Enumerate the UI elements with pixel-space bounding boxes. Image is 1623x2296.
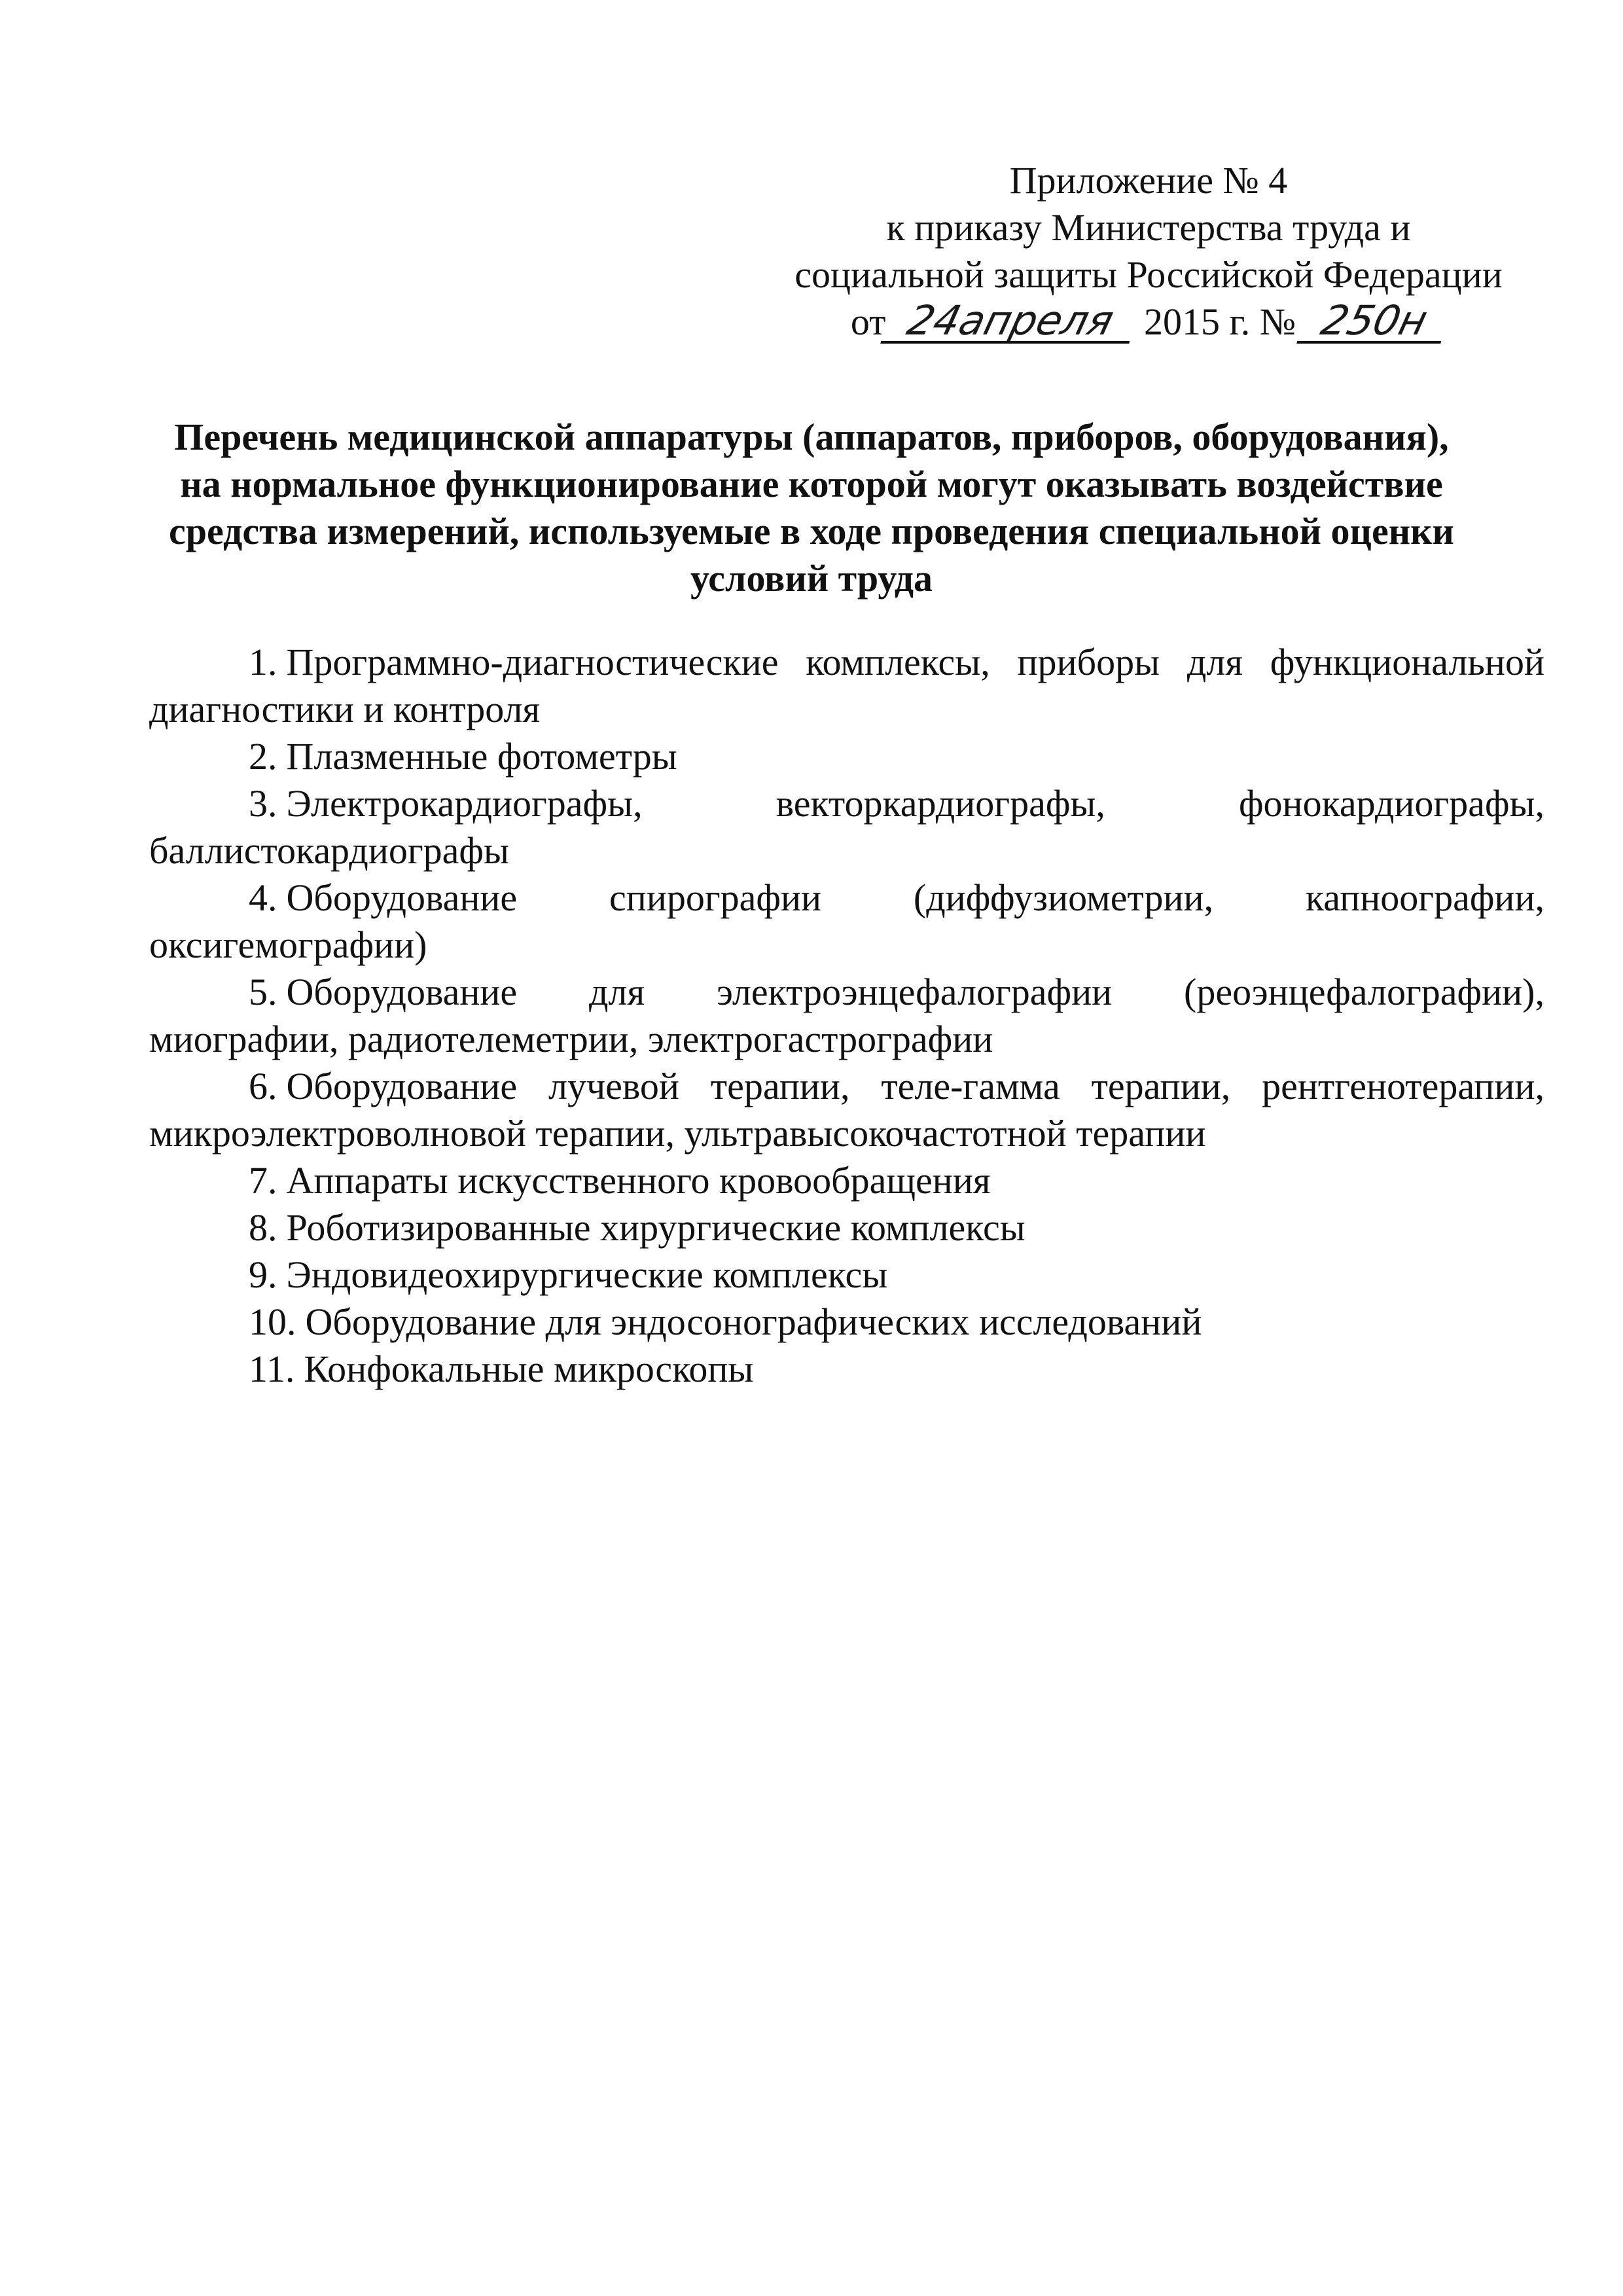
title-line-4: условий труда [690,557,933,600]
list-item [149,733,1544,780]
item-number: 11. [249,1348,295,1390]
item-text: Конфокальные микроскопы [304,1348,754,1390]
list-item [149,1204,1544,1251]
item-number: 8. [249,1206,277,1249]
handwritten-order-number: 250н [1297,300,1451,341]
list-item [149,1251,1544,1299]
item-text: Оборудование спирографии (диффузиометрии, капноографии, оксигемографии) [149,876,1544,966]
item-text: Оборудование для электроэнцефалографии (реоэнцефалографии), миографии, радиотелеметрии, электрогастрографии [149,971,1544,1060]
appendix-block [740,157,1558,346]
item-number: 10. [249,1300,296,1343]
item-text: Плазменные фотометры [286,735,677,778]
equipment-list [149,639,1544,1393]
list-item [149,1299,1544,1346]
appendix-number: Приложение № 4 [1009,159,1288,202]
item-text: Электрокардиографы, векторкардиографы, фонокардиографы, баллистокардиографы [149,782,1544,872]
list-item [149,1063,1544,1157]
handwritten-date: 24апреля [881,300,1139,341]
item-number: 4. [249,876,277,919]
item-number: 7. [249,1159,277,1202]
item-number: 6. [249,1065,277,1107]
item-text: Оборудование лучевой терапии, теле-гамма терапии, рентгенотерапии, микроэлектроволновой терапии, ультравысокочастотной терапии [149,1065,1544,1155]
title-line-1: Перечень медицинской аппаратуры (аппаратов, приборов, оборудования), [174,416,1449,458]
item-text: Эндовидеохирургические комплексы [286,1253,888,1296]
list-item [149,1157,1544,1204]
appendix-order-ref: к приказу Министерства труда и [886,206,1411,249]
item-number: 9. [249,1253,277,1296]
document-title [131,414,1492,602]
item-text: Программно-диагностические комплексы, приборы для функциональной диагностики и контроля [149,641,1544,730]
list-item [149,969,1544,1063]
appendix-date-line [740,298,1558,346]
item-text: Аппараты искусственного кровообращения [286,1159,991,1202]
appendix-ministry: социальной защиты Российской Федерации [794,253,1503,296]
list-item [149,639,1544,733]
list-item [149,780,1544,874]
item-number: 3. [249,782,277,825]
item-number: 2. [249,735,277,778]
item-text: Роботизированные хирургические комплексы [286,1206,1026,1249]
item-text: Оборудование для эндосонографических исследований [305,1300,1202,1343]
date-prefix: от [850,300,886,343]
item-number: 5. [249,971,277,1013]
year-text: 2015 г. № [1144,300,1296,343]
list-item [149,874,1544,969]
title-line-3: средства измерений, используемые в ходе проведения специальной оценки [169,510,1454,552]
title-line-2: на нормальное функционирование которой могут оказывать воздействие [180,463,1443,505]
item-number: 1. [249,641,277,683]
list-item [149,1346,1544,1393]
